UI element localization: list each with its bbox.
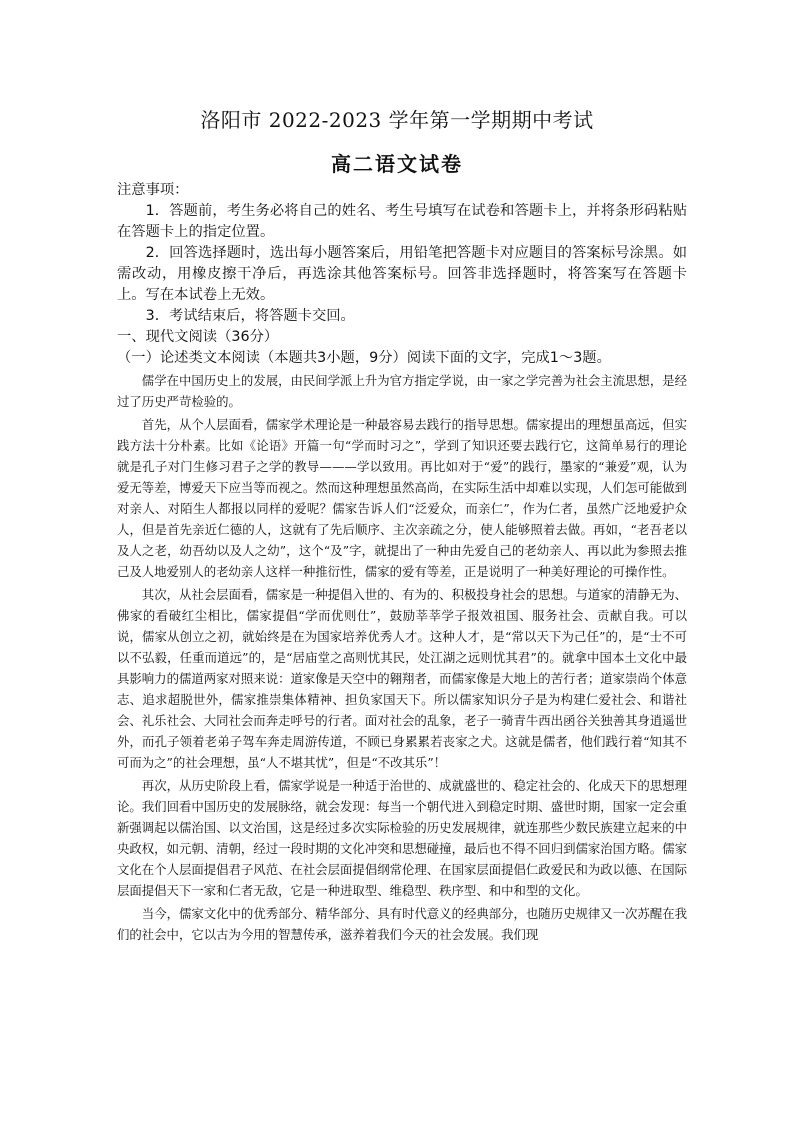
notice-block (117, 180, 687, 369)
notice-item: 1．答题前，考生务必将自己的姓名、考生号填写在试卷和答题卡上，并将条形码粘贴在答题卡上的指定位置。 (117, 203, 687, 240)
reading-passage (117, 370, 687, 947)
passage-paragraph: 儒学在中国历史上的发展，由民间学派上升为官方指定学说，由一家之学完善为社会主流思想，是经过了历史严苛检验的。 (117, 373, 687, 409)
passage-paragraph: 当今，儒家文化中的优秀部分、精华部分、具有时代意义的经典部分，也随历史规律又一次苏醒在我们的社会中，它以古为今用的智慧传承，滋养着我们今天的社会发展。我们现 (117, 906, 687, 942)
section-heading: 一、现代文阅读（36分） (117, 329, 279, 345)
passage-paragraph: 其次，从社会层面看，儒家是一种提倡入世的、有为的、积极投身社会的思想。与道家的清静无为、佛家的看破红尘相比，儒家提倡“学而优则仕”，鼓励莘莘学子报效祖国、服务社会、贡献自我。可以说，儒家从创立之初，就始终是在为国家培养优秀人才。这种人才，是“常以天下为己任”的，是“士不可以不弘毅，任重而道远”的，是“居庙堂之高则忧其民，处江湖之远则忧其君”的。就拿中国本土文化中最具影响力的儒道两家对照来说：道家像是天空中的翱翔者，而儒家像是大地上的苦行者；道家崇尚个体意志、追求超脱世外，儒家推崇集体精神、担负家国天下。所以儒家知识分子是为构建仁爱社会、和谐社会、礼乐社会、大同社会而奔走呼号的行者。面对社会的乱象，老子一骑青牛西出函谷关独善其身逍遥世外，而孔子领着老弟子驾车奔走周游传道，不顾已身累累若丧家之犬。这就是儒者，他们践行着“知其不可而为之”的社会理想，虽“人不堪其忧”，但是“不改其乐”！ (117, 587, 687, 770)
notice-item: 2．回答选择题时，选出每小题答案后，用铅笔把答题卡对应题目的答案标号涂黑。如需改动，用橡皮擦干净后，再选涂其他答案标号。回答非选择题时，将答案写在答题卡上。写在本试卷上无效。 (117, 245, 687, 303)
exam-subtitle: 高二语文试卷 (331, 152, 463, 176)
notice-item: 3．考试结束后，将答题卡交回。 (145, 308, 355, 324)
section-subheading: （一）论述类文本阅读（本题共3小题，9分）阅读下面的文字，完成1～3题。 (117, 350, 611, 366)
passage-paragraph: 再次，从历史阶段上看，儒家学说是一种适于治世的、成就盛世的、稳定社会的、化成天下的思想理论。我们回看中国历史的发展脉络，就会发现：每当一个朝代进入到稳定时期、盛世时期，国家一定会重新强调起以儒治国、以文治国，这是经过多次实际检验的历史发展规律，就连那些少数民族建立起来的中央政权，如元朝、清朝，经过一段时期的文化冲突和思想碰撞，最后也不得不回归到儒家治国方略。儒家文化在个人层面提倡君子风范、在社会层面提倡纲常伦理、在国家层面提倡仁政爱民和为政以德、在国际层面提倡天下一家和仁者无敌，它是一种进取型、维稳型、秩序型、和中和型的文化。 (117, 778, 687, 898)
passage-paragraph: 首先，从个人层面看，儒家学术理论是一种最容易去践行的指导思想。儒家提出的理想虽高远，但实践方法十分朴素。比如《论语》开篇一句“学而时习之”，学到了知识还要去践行它，这简单易行的理论就是孔子对门生修习君子之学的教导———学以致用。再比如对于“爱”的践行，墨家的“兼爱”观，认为爱无等差，博爱天下应当等而视之。然而这种理想虽然高尚，在实际生活中却难以实现，人们怎可能做到对亲人、对陌生人都报以同样的爱呢？儒家告诉人们“泛爱众，而亲仁”，作为仁者，虽然广泛地爱护众人，但是首先亲近仁德的人，这就有了先后顺序、主次亲疏之分，使人能够照着去做。再如，“老吾老以及人之老，幼吾幼以及人之幼”，这个“及”字，就提出了一种由先爱自己的老幼亲人、再以此为参照去推己及人地爱别人的老幼亲人这样一种推衍性，儒家的爱有等差，正是说明了一种美好理论的可操作性。 (117, 417, 687, 579)
notice-heading: 注意事项： (117, 182, 189, 198)
exam-title: 洛阳市 2022-2023 学年第一学期期中考试 (200, 108, 594, 132)
